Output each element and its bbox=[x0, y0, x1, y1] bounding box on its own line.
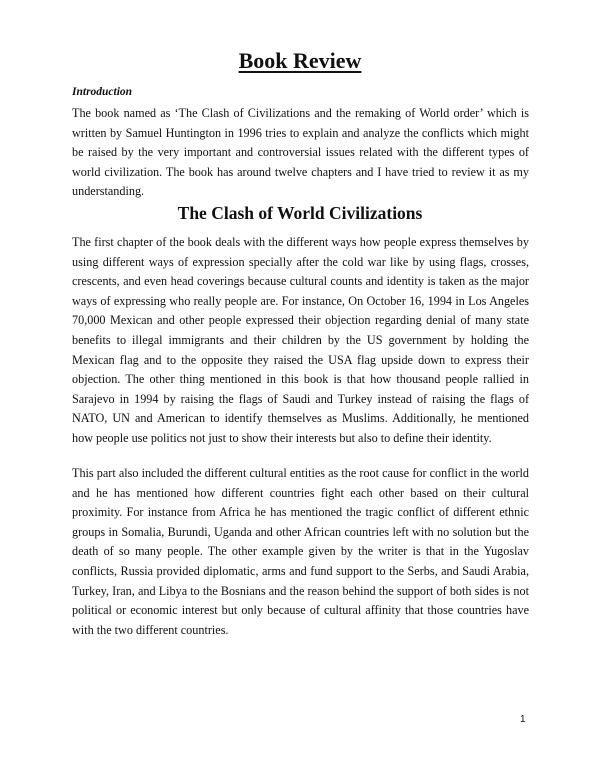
body-paragraph: The first chapter of the book deals with the different ways how people express themselves by using different ways of expression specially after the cold war like by using flags, crosses, crescents, and even head coverings because cultural counts and identity is taken as the major ways of expressing who really people are. For instance, On October 16, 1994 in Los Angeles 70,000 Mexican and other people expressed their objection regarding denial of many state benefits to illegal immigrants and their children by the US government by holding the Mexican flag and to the opposite they raised the USA flag upside down to express their objection. The other thing mentioned in this book is that how thousand people rallied in Sarajevo in 1994 by raising the flags of Saudi and Turkey instead of raising the flags of NATO, UN and American to identify themselves as Muslims. Additionally, he mentioned how people use politics not just to show their interests but also to define their identity. bbox=[72, 235, 529, 445]
page-number: 1 bbox=[520, 714, 526, 725]
section-title: The Clash of World Civilizations bbox=[177, 203, 423, 223]
body-paragraph: This part also included the different cultural entities as the root cause for conflict in the world and he has mentioned how different countries fight each other based on their cultural proximity. For instance from Africa he has mentioned the tragic conflict of different ethnic groups in Somalia, Burundi, Uganda and other African countries left with no solution but the death of so many people. The other example given by the writer is that in the Yugoslav conflicts, Russia provided diplomatic, arms and fund support to the Serbs, and Saudi Arabia, Turkey, Iran, and Libya to the Bosnians and the reason behind the support of both sides is not political or economic interest but only because of cultural affinity that those countries have with the two different countries. bbox=[72, 466, 529, 637]
document-title: Book Review bbox=[238, 48, 362, 73]
introduction-heading: Introduction bbox=[72, 86, 133, 98]
introduction-paragraph: The book named as ‘The Clash of Civilizations and the remaking of World order’ which is written by Samuel Huntington in 1996 tries to explain and analyze the conflicts which might be raised by the very important and controversial issues related with the different types of world civilization. The book has around twelve chapters and I have tried to review it as my understanding. bbox=[72, 106, 529, 199]
